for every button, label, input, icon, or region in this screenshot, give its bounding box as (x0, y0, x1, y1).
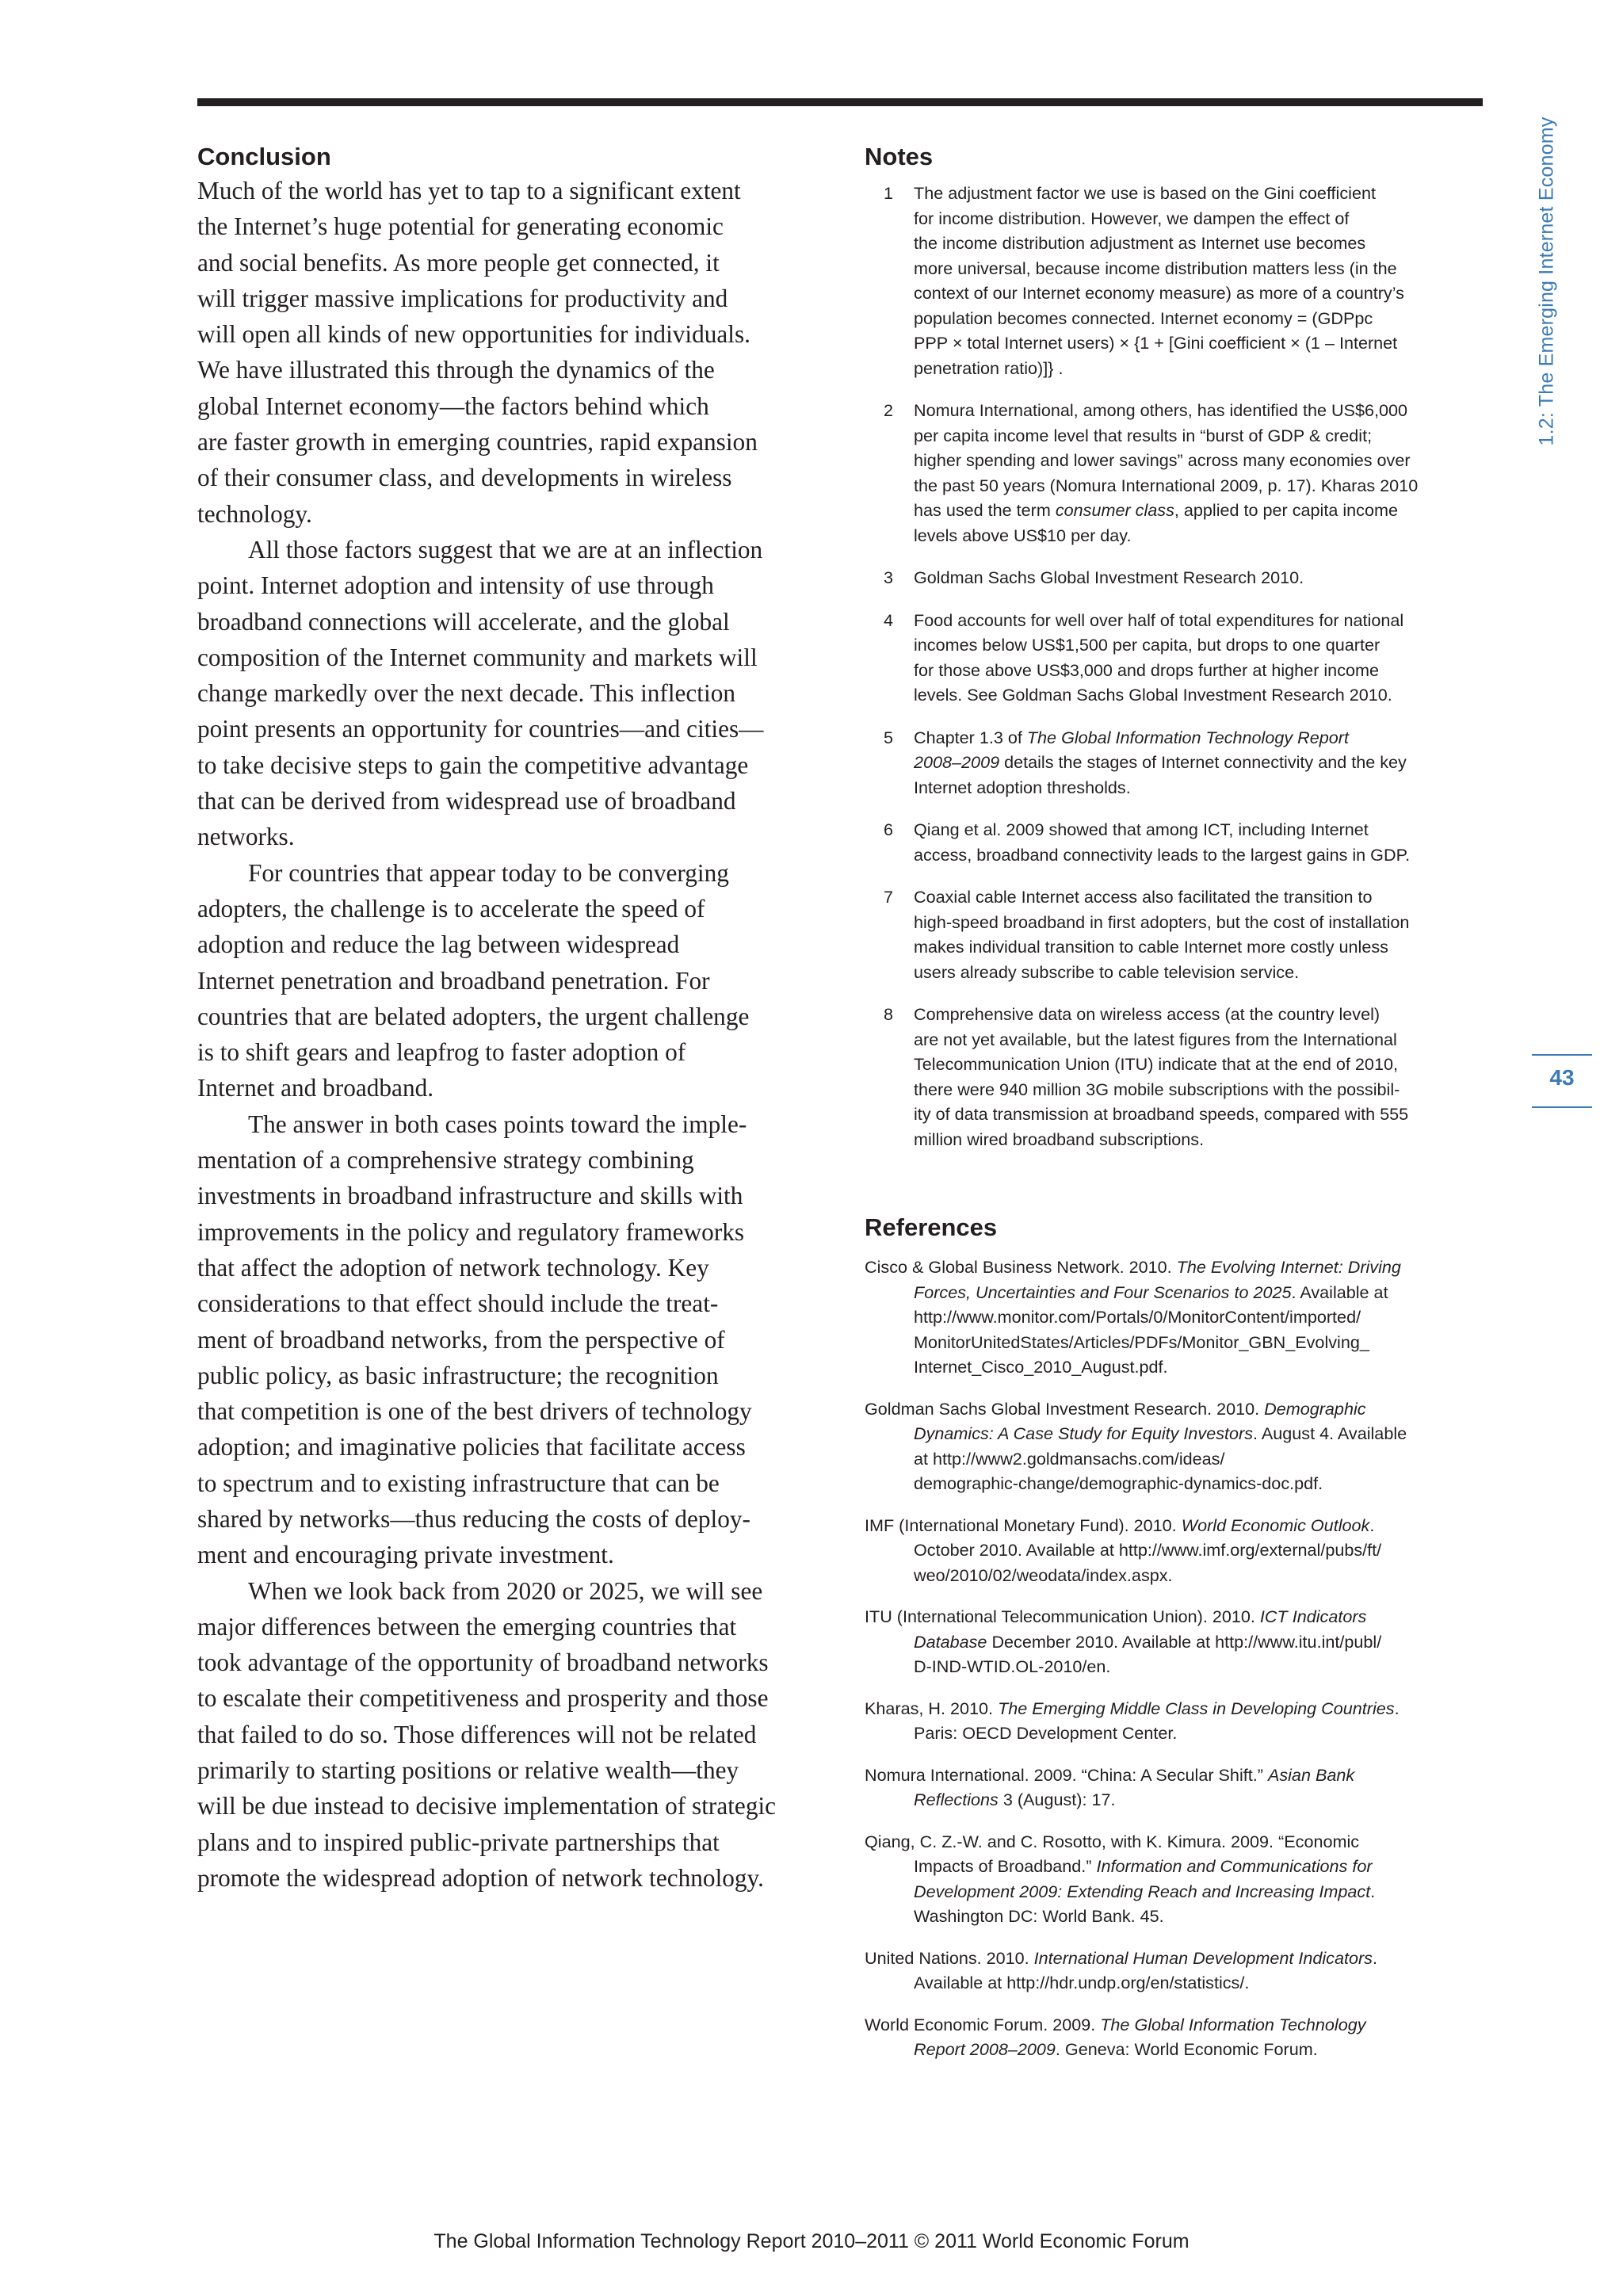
text-line (914, 306, 1483, 331)
page-number: 43 (1549, 1065, 1575, 1090)
text-line: point presents an opportunity for countries—and cities— (197, 715, 764, 743)
text-line (914, 1970, 1483, 1996)
text-line (914, 632, 1483, 658)
reference-item (865, 1255, 1483, 1380)
text-run: access, broadband connectivity leads to the largest gains in GDP. (914, 844, 1411, 865)
note-text (914, 181, 1483, 380)
italic-text: The Global Information Technology Report (1026, 727, 1349, 747)
text-line: mentation of a comprehensive strategy combining (197, 1146, 694, 1175)
text-line (914, 2037, 1483, 2062)
text-run: weo/2010/02/weodata/index.aspx. (914, 1564, 1173, 1585)
text-line (914, 1077, 1483, 1102)
top-rule (197, 98, 1483, 106)
italic-text: 2008–2009 (914, 752, 1000, 772)
text-line: point. Internet adoption and intensity of use through (197, 571, 714, 600)
text-run: Telecommunication Union (ITU) indicate that at the end of 2010, (914, 1054, 1398, 1074)
text-run: Nomura International. 2009. “China: A Secular Shift.” (865, 1764, 1268, 1785)
reference-item (865, 1946, 1483, 1996)
text-line (914, 750, 1483, 775)
text-line (914, 181, 1483, 206)
text-line: adoption and reduce the lag between widespread (197, 930, 680, 959)
conclusion-paragraph (197, 173, 823, 532)
text-line: Internet and broadband. (197, 1074, 434, 1102)
text-run: . August 4. Available (1253, 1423, 1407, 1443)
italic-text: Development 2009: Extending Reach and Increasing Impact (914, 1881, 1371, 1901)
text-run: PPP × total Internet users) × {1 + [Gini coefficient × (1 – Internet (914, 333, 1398, 353)
note-item (865, 608, 1483, 708)
text-run: ITU (International Telecommunication Union). 2010. (865, 1606, 1260, 1626)
text-line: improvements in the policy and regulatory frameworks (197, 1217, 745, 1246)
conclusion-body (197, 173, 823, 1896)
text-run: makes individual transition to cable Internet more costly unless (914, 937, 1388, 957)
conclusion-paragraph (197, 532, 823, 855)
italic-text: World Economic Outlook (1181, 1515, 1370, 1535)
text-line (865, 1396, 1483, 1422)
text-run: million wired broadband subscriptions. (914, 1129, 1205, 1149)
note-number: 8 (884, 1004, 894, 1024)
text-line (914, 1354, 1483, 1380)
text-run: MonitorUnitedStates/Articles/PDFs/Monitor_GBN_Evolving_ (914, 1331, 1369, 1352)
conclusion-paragraph (197, 1573, 823, 1897)
text-line (914, 608, 1483, 633)
text-run: demographic-change/demographic-dynamics-doc.pdf. (914, 1473, 1323, 1493)
text-run: details the stages of Internet connectivity and the key (999, 752, 1407, 772)
notes-heading: Notes (865, 143, 934, 170)
text-line (914, 423, 1483, 449)
text-line (914, 1721, 1483, 1746)
text-run: D-IND-WTID.OL-2010/en. (914, 1656, 1111, 1676)
text-line: primarily to starting positions or relative wealth—they (197, 1756, 739, 1785)
page-number-box (1532, 1054, 1592, 1108)
text-line (914, 1563, 1483, 1588)
text-run: Kharas, H. 2010. (865, 1698, 999, 1718)
italic-text: The Evolving Internet: Driving (1176, 1257, 1401, 1277)
text-run: Chapter 1.3 of (914, 727, 1027, 747)
text-line: will be due instead to decisive implementation of strategic (197, 1792, 777, 1820)
note-number: 5 (884, 727, 894, 747)
text-line (914, 1280, 1483, 1305)
text-line: adoption; and imaginative policies that facilitate access (197, 1433, 746, 1461)
text-run: . Available at (1291, 1282, 1388, 1302)
conclusion-paragraph (197, 1106, 823, 1573)
text-line (914, 498, 1483, 523)
text-run: context of our Internet economy measure) as more of a country’s (914, 283, 1404, 303)
note-text (914, 565, 1483, 590)
references-heading: References (865, 1213, 998, 1241)
text-run: United Nations. 2010. (865, 1947, 1034, 1968)
text-line: global Internet economy—the factors behind which (197, 392, 709, 420)
note-text (914, 725, 1483, 800)
note-text (914, 884, 1483, 984)
text-line: of their consumer class, and developments in wireless (197, 464, 732, 492)
text-line (865, 1946, 1483, 1971)
text-line (914, 231, 1483, 256)
conclusion-heading: Conclusion (197, 143, 331, 170)
text-run: Food accounts for well over half of total expenditures for national (914, 609, 1404, 630)
text-line: to spectrum and to existing infrastructure that can be (197, 1469, 720, 1497)
italic-text: Dynamics: A Case Study for Equity Investors (914, 1423, 1254, 1443)
note-text (914, 817, 1483, 867)
text-line (914, 658, 1483, 683)
text-run: IMF (International Monetary Fund). 2010. (865, 1515, 1182, 1535)
text-line (865, 1604, 1483, 1629)
note-item (865, 1002, 1483, 1152)
italic-text: International Human Development Indicators (1033, 1947, 1373, 1968)
text-run: Available at http://hdr.undp.org/en/statistics/. (914, 1973, 1250, 1992)
text-line (914, 1654, 1483, 1679)
conclusion-section (197, 141, 823, 1896)
text-line: to take decisive steps to gain the competitive advantage (197, 751, 749, 779)
text-line: took advantage of the opportunity of broadband networks (197, 1648, 769, 1677)
italic-text: Reflections (914, 1790, 999, 1809)
note-number: 7 (884, 887, 894, 907)
note-number: 3 (884, 567, 894, 587)
text-run: Impacts of Broadband.” (914, 1856, 1097, 1876)
text-line (914, 1102, 1483, 1127)
text-line: When we look back from 2020 or 2025, we will see (248, 1576, 763, 1605)
text-line: are faster growth in emerging countries, rapid expansion (197, 428, 758, 457)
text-run: the past 50 years (Nomura International 2009, p. 17). Kharas 2010 (914, 475, 1419, 495)
text-line: and social benefits. As more people get connected, it (197, 248, 720, 277)
text-line: that competition is one of the best drivers of technology (197, 1397, 752, 1426)
text-line (914, 330, 1483, 356)
text-line: considerations to that effect should include the treat- (197, 1289, 719, 1318)
note-text (914, 398, 1483, 548)
note-item (865, 817, 1483, 867)
text-line (914, 398, 1483, 423)
text-line (914, 1538, 1483, 1563)
conclusion-paragraph (197, 855, 823, 1106)
italic-text: ICT Indicators (1259, 1606, 1367, 1626)
notes-list (865, 181, 1483, 1152)
text-line (914, 1904, 1483, 1929)
text-line: that failed to do so. Those differences will not be related (197, 1720, 757, 1748)
text-line: ment and encouraging private investment. (197, 1541, 614, 1569)
note-number: 4 (884, 609, 894, 630)
italic-text: Information and Communications for (1096, 1856, 1373, 1876)
reference-item (865, 1396, 1483, 1496)
reference-item (865, 1604, 1483, 1679)
text-line (914, 1879, 1483, 1904)
text-run: Internet_Cisco_2010_August.pdf. (914, 1357, 1168, 1377)
text-line (914, 725, 1483, 751)
text-line: We have illustrated this through the dynamics of the (197, 356, 715, 384)
references-list (865, 1255, 1483, 2062)
text-run: more universal, because income distribution matters less (in the (914, 258, 1397, 278)
text-run: . (1370, 1881, 1376, 1901)
text-run: per capita income level that results in “burst of GDP & credit; (914, 425, 1373, 445)
text-line (914, 1629, 1483, 1655)
text-line (914, 842, 1483, 868)
text-line (914, 1002, 1483, 1027)
text-run: Qiang et al. 2009 showed that among ICT, including Internet (914, 819, 1369, 839)
text-run: the income distribution adjustment as Internet use becomes (914, 233, 1366, 253)
text-line: will trigger massive implications for productivity and (197, 284, 728, 312)
text-line (865, 1696, 1483, 1721)
page-footer: The Global Information Technology Report 2010–2011 © 2011 World Economic Forum (433, 2230, 1190, 2252)
text-run: The adjustment factor we use is based on the Gini coefficient (914, 183, 1376, 203)
text-line (914, 682, 1483, 708)
note-number: 1 (884, 183, 894, 203)
italic-text: The Global Information Technology (1100, 2014, 1366, 2034)
text-line (914, 934, 1483, 960)
italic-text: consumer class (1055, 500, 1174, 520)
text-run: . (1369, 1515, 1375, 1535)
text-run: ity of data transmission at broadband speeds, compared with 555 (914, 1104, 1409, 1124)
note-number: 2 (884, 400, 894, 420)
text-run: Internet adoption thresholds. (914, 777, 1131, 797)
text-line: composition of the Internet community and markets will (197, 643, 758, 671)
text-line (914, 910, 1483, 935)
text-run: Washington DC: World Bank. 45. (914, 1906, 1164, 1926)
text-line: to escalate their competitiveness and prosperity and those (197, 1684, 769, 1713)
text-line (914, 884, 1483, 910)
text-line (914, 1787, 1483, 1813)
text-run: for those above US$3,000 and drops further at higher income (914, 659, 1379, 680)
note-text (914, 1002, 1483, 1152)
text-run: there were 940 million 3G mobile subscriptions with the possibil- (914, 1079, 1400, 1099)
text-line (914, 1305, 1483, 1330)
text-line: technology. (197, 499, 312, 528)
text-run: . Geneva: World Economic Forum. (1055, 2039, 1318, 2059)
text-line: For countries that appear today to be converging (248, 858, 729, 887)
text-line (914, 1027, 1483, 1052)
note-item (865, 398, 1483, 548)
text-run: http://www.monitor.com/Portals/0/MonitorContent/imported/ (914, 1307, 1361, 1327)
notes-references-column (865, 141, 1483, 2079)
text-line (914, 1330, 1483, 1355)
text-run: World Economic Forum. 2009. (865, 2014, 1101, 2034)
text-line: Internet penetration and broadband penetration. For (197, 966, 710, 995)
text-run: are not yet available, but the latest figures from the International (914, 1029, 1397, 1049)
text-run: Goldman Sachs Global Investment Research 2010. (914, 567, 1304, 587)
text-line: networks. (197, 823, 295, 851)
text-run: levels. See Goldman Sachs Global Investment Research 2010. (914, 685, 1392, 705)
text-line (914, 1421, 1483, 1446)
text-run: Qiang, C. Z.-W. and C. Rosotto, with K. Kimura. 2009. “Economic (865, 1831, 1360, 1851)
text-line (865, 2012, 1483, 2038)
text-line: The answer in both cases points toward the imple- (248, 1110, 747, 1138)
italic-text: Asian Bank (1267, 1764, 1355, 1785)
text-run: Nomura International, among others, has identified the US$6,000 (914, 400, 1408, 420)
text-line (914, 1854, 1483, 1879)
text-line: All those factors suggest that we are at an inflection (248, 535, 763, 563)
text-line (914, 281, 1483, 306)
text-run: for income distribution. However, we dampen the effect of (914, 208, 1350, 228)
note-item (865, 565, 1483, 590)
text-run: Paris: OECD Development Center. (914, 1723, 1178, 1743)
text-run: penetration ratio)]} . (914, 357, 1064, 378)
italic-text: Demographic (1264, 1398, 1366, 1419)
italic-text: Database (914, 1631, 987, 1652)
text-run: higher spending and lower savings” across many economies over (914, 450, 1411, 470)
text-run: Coaxial cable Internet access also facilitated the transition to (914, 887, 1373, 907)
text-line: investments in broadband infrastructure and skills with (197, 1182, 743, 1210)
section-label: 1.2: The Emerging Internet Economy (1535, 117, 1558, 446)
text-line: Much of the world has yet to tap to a significant extent (197, 177, 741, 204)
text-line (914, 256, 1483, 281)
text-run: incomes below US$1,500 per capita, but drops to one quarter (914, 635, 1381, 655)
text-line: adopters, the challenge is to accelerate the speed of (197, 894, 705, 923)
text-line (914, 206, 1483, 231)
text-line: ment of broadband networks, from the perspective of (197, 1325, 725, 1354)
text-line: promote the widespread adoption of network technology. (197, 1863, 764, 1892)
text-run: at http://www2.goldmansachs.com/ideas/ (914, 1448, 1225, 1469)
note-item (865, 725, 1483, 800)
text-line: the Internet’s huge potential for generating economic (197, 212, 724, 241)
text-line (914, 565, 1483, 590)
chapter-sidebar (1522, 95, 1572, 468)
text-line (914, 1052, 1483, 1077)
italic-text: Report 2008–2009 (914, 2039, 1056, 2059)
text-run: users already subscribe to cable television service. (914, 961, 1300, 982)
text-run: high-speed broadband in first adopters, but the cost of installation (914, 911, 1410, 932)
text-line: change markedly over the next decade. This inflection (197, 679, 735, 708)
text-line (914, 1127, 1483, 1152)
note-item (865, 181, 1483, 380)
text-line: major differences between the emerging countries that (197, 1612, 737, 1641)
text-line (914, 448, 1483, 473)
text-line (865, 1513, 1483, 1538)
text-line: will open all kinds of new opportunities for individuals. (197, 320, 751, 349)
text-line (914, 1471, 1483, 1496)
note-text (914, 608, 1483, 708)
text-run: December 2010. Available at http://www.itu.int/publ/ (987, 1631, 1382, 1652)
text-line: broadband connections will accelerate, and the global (197, 607, 730, 636)
reference-item (865, 2012, 1483, 2062)
text-line (914, 356, 1483, 381)
reference-item (865, 1829, 1483, 1929)
text-run: Comprehensive data on wireless access (at the country level) (914, 1004, 1381, 1024)
text-line (865, 1255, 1483, 1280)
text-run: Goldman Sachs Global Investment Research. 2010. (865, 1398, 1265, 1419)
reference-item (865, 1763, 1483, 1813)
text-run: Cisco & Global Business Network. 2010. (865, 1257, 1177, 1277)
italic-text: Forces, Uncertainties and Four Scenarios to 2025 (914, 1282, 1292, 1302)
text-line (914, 775, 1483, 800)
text-line (914, 473, 1483, 499)
text-line: that affect the adoption of network technology. Key (197, 1253, 709, 1282)
reference-item (865, 1513, 1483, 1588)
italic-text: The Emerging Middle Class in Developing Countries (998, 1698, 1395, 1718)
text-run: October 2010. Available at http://www.imf.org/external/pubs/ft/ (914, 1540, 1382, 1560)
reference-item (865, 1696, 1483, 1746)
text-run: . (1372, 1947, 1377, 1968)
text-line: public policy, as basic infrastructure; the recognition (197, 1361, 719, 1389)
text-line: is to shift gears and leapfrog to faster adoption of (197, 1038, 686, 1067)
text-line: plans and to inspired public-private partnerships that (197, 1828, 720, 1856)
note-number: 6 (884, 819, 894, 839)
text-line: shared by networks—thus reducing the costs of deploy- (197, 1504, 750, 1533)
text-run: levels above US$10 per day. (914, 525, 1132, 545)
text-run: has used the term (914, 500, 1056, 520)
text-line (914, 523, 1483, 548)
text-line (914, 960, 1483, 985)
text-run: population becomes connected. Internet economy = (GDPpc (914, 308, 1373, 328)
text-run: , applied to per capita income (1174, 500, 1398, 520)
text-line: that can be derived from widespread use of broadband (197, 787, 736, 816)
note-item (865, 884, 1483, 984)
text-line (865, 1829, 1483, 1855)
text-line (914, 1446, 1483, 1472)
text-run: 3 (August): 17. (998, 1790, 1116, 1809)
text-line: countries that are belated adopters, the urgent challenge (197, 1002, 750, 1030)
text-line (865, 1763, 1483, 1788)
text-run: . (1394, 1698, 1400, 1718)
text-line (914, 817, 1483, 842)
